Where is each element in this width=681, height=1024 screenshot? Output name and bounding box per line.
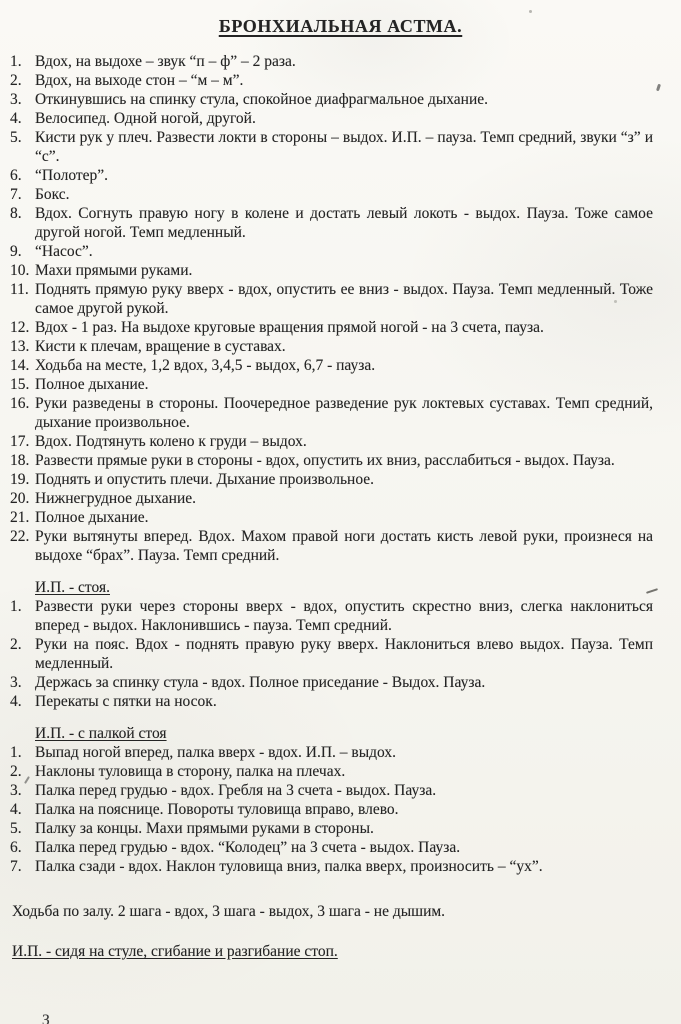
list-item-number: 8. xyxy=(10,205,22,222)
list-item-text: Откинувшись на спинку стула, спокойное диафрагмальное дыхание. xyxy=(35,91,489,108)
list-item-text: Поднять прямую руку вверх - вдох, опустить ее вниз - выдох. Пауза. Темп медленный. Тоже самое другой рукой. xyxy=(35,281,653,317)
list-item-text: Палка на пояснице. Повороты туловища вправо, влево. xyxy=(35,801,399,818)
exercise-list-main xyxy=(0,52,681,565)
list-item xyxy=(0,128,681,166)
list-item xyxy=(0,597,681,635)
list-item-number: 4. xyxy=(10,110,22,127)
list-item-text: Поднять и опустить плечи. Дыхание произвольное. xyxy=(35,471,375,488)
list-item-number: 1. xyxy=(10,598,22,615)
scan-artifact xyxy=(529,10,532,13)
list-item-text: Вдох. Согнуть правую ногу в колене и достать левый локоть - выдох. Пауза. Тоже самое другой ногой. Темп медленный. xyxy=(35,205,653,241)
list-item-number: 3. xyxy=(10,91,22,108)
list-item-number: 1. xyxy=(10,53,22,70)
list-item-number: 16. xyxy=(10,395,30,412)
list-item-text: Перекаты с пятки на носок. xyxy=(35,693,217,710)
list-item xyxy=(0,800,681,819)
exercise-list-standing xyxy=(0,597,681,711)
list-item-number: 20. xyxy=(10,490,30,507)
list-item-number: 18. xyxy=(10,452,30,469)
list-item-number: 22. xyxy=(10,528,30,545)
list-item xyxy=(0,762,681,781)
list-item-number: 2. xyxy=(10,72,22,89)
list-item-number: 5. xyxy=(10,820,22,837)
list-item-text: Развести руки через стороны вверх - вдох, опустить скрестно вниз, слегка наклониться вперед - выдох. Наклонившись - пауза. Темп средний. xyxy=(35,598,653,634)
list-item-text: Руки на пояс. Вдох - поднять правую руку вверх. Наклониться влево выдох. Пауза. Темп медленный. xyxy=(35,636,653,672)
list-item xyxy=(0,673,681,692)
list-item-number: 6. xyxy=(10,839,22,856)
list-item-text: Вдох, на выдохе – звук “п – ф” – 2 раза. xyxy=(35,53,296,70)
list-item xyxy=(0,394,681,432)
list-item-text: “Полотер”. xyxy=(35,167,109,184)
list-item-number: 7. xyxy=(10,186,22,203)
list-item-text: Вдох. Подтянуть колено к груди – выдох. xyxy=(35,433,307,450)
list-item xyxy=(0,743,681,762)
list-item-text: Палка перед грудью - вдох. “Колодец” на 3 счета - выдох. Пауза. xyxy=(35,839,461,856)
list-item-number: 2. xyxy=(10,763,22,780)
list-item-number: 6. xyxy=(10,167,22,184)
list-item-text: Палку за концы. Махи прямыми руками в стороны. xyxy=(35,820,374,837)
list-item-text: Вдох, на выходе стон – “м – м”. xyxy=(35,72,244,89)
walking-note: Ходьба по залу. 2 шага - вдох, 3 шага - выдох, 3 шага - не дышим. xyxy=(12,903,446,920)
list-item-text: Руки разведены в стороны. Поочередное разведение рук локтевых суставах. Темп средний, дыхание произвольное. xyxy=(35,395,653,431)
list-item-number: 12. xyxy=(10,319,30,336)
list-item-text: Выпад ногой вперед, палка вверх - вдох. И.П. – выдох. xyxy=(35,744,397,761)
list-item xyxy=(0,204,681,242)
list-item xyxy=(0,90,681,109)
list-item-text: Нижнегрудное дыхание. xyxy=(35,490,196,507)
list-item xyxy=(0,781,681,800)
list-item xyxy=(0,451,681,470)
list-item-number: 10. xyxy=(10,262,30,279)
list-item-number: 15. xyxy=(10,376,30,393)
list-item-text: Полное дыхание. xyxy=(35,509,149,526)
list-item-text: Руки вытянуты вперед. Вдох. Махом правой ноги достать кисть левой руки, произнеся на выдохе “брах”. Пауза. Темп средний. xyxy=(35,528,653,564)
list-item xyxy=(0,356,681,375)
list-item-text: Палка сзади - вдох. Наклон туловища вниз, палка вверх, произносить – “ух”. xyxy=(35,858,543,875)
list-item-text: Бокс. xyxy=(35,186,70,203)
list-item xyxy=(0,489,681,508)
list-item-number: 3. xyxy=(10,674,22,691)
list-item-number: 1. xyxy=(10,744,22,761)
exercise-list-stick xyxy=(0,743,681,876)
list-item-text: Наклоны туловища в сторону, палка на плечах. xyxy=(35,763,346,780)
list-item-number: 3. xyxy=(10,782,22,799)
list-item xyxy=(0,261,681,280)
list-item-number: 5. xyxy=(10,129,22,146)
list-item-text: Велосипед. Одной ногой, другой. xyxy=(35,110,256,127)
section-header-stick: И.П. - с палкой стоя xyxy=(35,725,167,742)
list-item-text: Держась за спинку стула - вдох. Полное приседание - Выдох. Пауза. xyxy=(35,674,486,691)
list-item-text: Ходьба на месте, 1,2 вдох, 3,4,5 - выдох, 6,7 - пауза. xyxy=(35,357,376,374)
list-item xyxy=(0,109,681,128)
list-item-text: Вдох - 1 раз. На выдохе круговые вращения прямой ногой - на 3 счета, пауза. xyxy=(35,319,544,336)
list-item-number: 2. xyxy=(10,636,22,653)
section-header-standing: И.П. - стоя. xyxy=(35,579,110,596)
page-title: БРОНХИАЛЬНАЯ АСТМА. xyxy=(218,16,463,36)
list-item xyxy=(0,692,681,711)
list-item xyxy=(0,318,681,337)
list-item-number: 7. xyxy=(10,858,22,875)
list-item-text: Кисти к плечам, вращение в суставах. xyxy=(35,338,286,355)
section-header-sitting: И.П. - сидя на стуле, сгибание и разгибание стоп. xyxy=(12,943,338,960)
list-item xyxy=(0,337,681,356)
cut-off-text: З xyxy=(42,1013,50,1024)
list-item xyxy=(0,375,681,394)
list-item xyxy=(0,185,681,204)
list-item-text: Палка перед грудью - вдох. Гребля на 3 счета - выдох. Пауза. xyxy=(35,782,437,799)
list-item xyxy=(0,527,681,565)
list-item-number: 9. xyxy=(10,243,22,260)
list-item xyxy=(0,857,681,876)
list-item xyxy=(0,470,681,489)
list-item-number: 4. xyxy=(10,801,22,818)
list-item xyxy=(0,819,681,838)
list-item xyxy=(0,432,681,451)
list-item-text: Полное дыхание. xyxy=(35,376,149,393)
list-item xyxy=(0,52,681,71)
list-item-text: Кисти рук у плеч. Развести локти в стороны – выдох. И.П. – пауза. Темп средний, звуки “з” и “с”. xyxy=(35,129,653,165)
list-item-text: Развести прямые руки в стороны - вдох, опустить их вниз, расслабиться - выдох. Пауза. xyxy=(35,452,615,469)
list-item xyxy=(0,71,681,90)
list-item-number: 11. xyxy=(10,281,29,298)
list-item xyxy=(0,635,681,673)
list-item xyxy=(0,242,681,261)
list-item-number: 17. xyxy=(10,433,30,450)
list-item xyxy=(0,280,681,318)
list-item-text: Махи прямыми руками. xyxy=(35,262,193,279)
list-item xyxy=(0,508,681,527)
list-item-number: 21. xyxy=(10,509,30,526)
list-item xyxy=(0,838,681,857)
list-item-number: 14. xyxy=(10,357,30,374)
list-item xyxy=(0,166,681,185)
list-item-number: 13. xyxy=(10,338,30,355)
list-item-number: 4. xyxy=(10,693,22,710)
list-item-text: “Насос”. xyxy=(35,243,93,260)
list-item-number: 19. xyxy=(10,471,30,488)
